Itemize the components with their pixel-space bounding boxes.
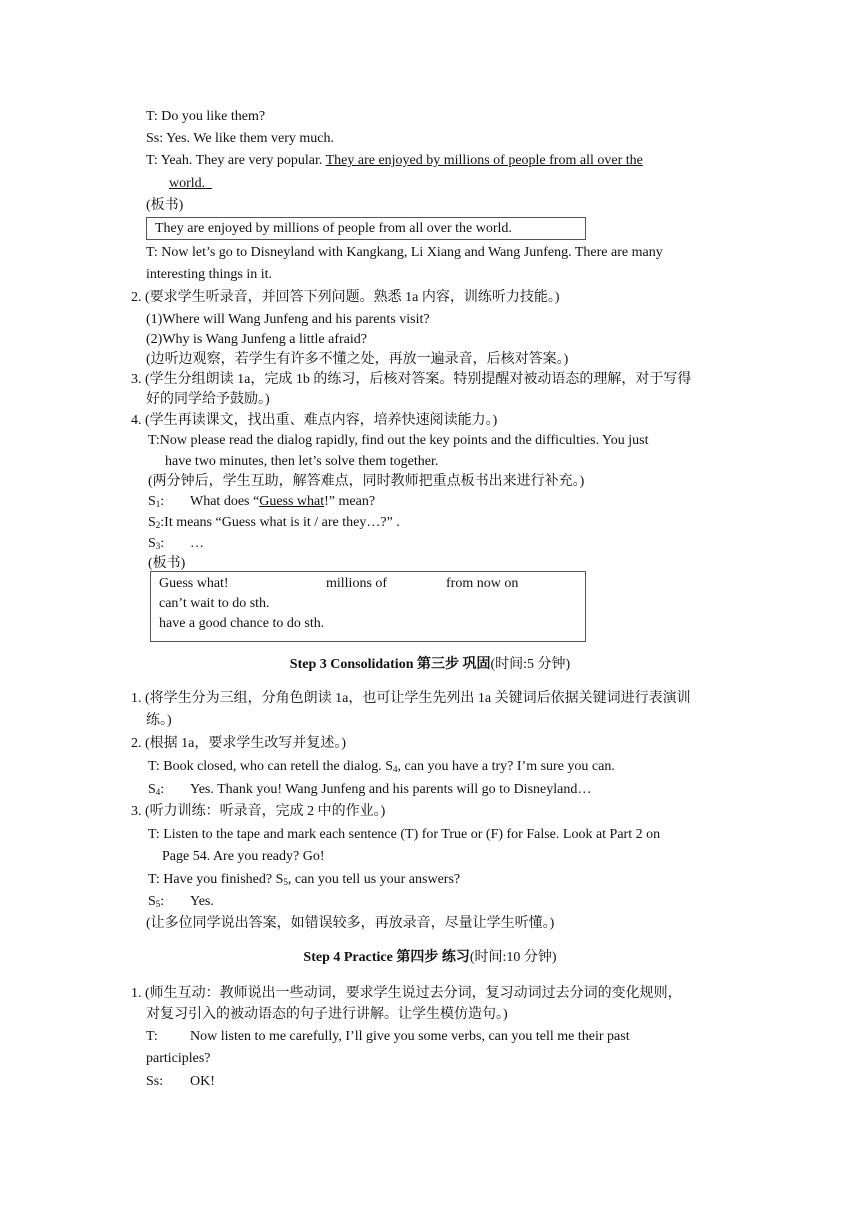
list-item: 1. (将学生分为三组，分角色朗读 1a，也可让学生先列出 1a 关键词后依据关键词进行表演训 bbox=[131, 691, 691, 706]
list-item: 3. (学生分组朗读 1a，完成 1b 的练习，后核对答案。特别提醒对被动语态的理解，对于写得 bbox=[131, 372, 692, 387]
note: (让多位同学说出答案，如错误较多，再放录音，尽量让学生听懂。) bbox=[146, 916, 555, 931]
dialog-line: $S_1$: bbox=[148, 494, 165, 509]
dialog-text: T: Yeah. They are very popular. bbox=[146, 153, 326, 168]
dialog-line: T:Now please read the dialog rapidly, find out the key points and the difficulties. You just bbox=[148, 433, 649, 448]
dialog-text: Yes. Thank you! Wang Junfeng and his parents will go to Disneyland… bbox=[190, 782, 592, 797]
underlined-phrase: Guess what bbox=[259, 494, 325, 509]
dialog-line: T: Book closed, who can retell the dialog. $S_4$, can you have a try? I’m sure you can. bbox=[148, 759, 615, 774]
note: (边听边观察，若学生有许多不懂之处，再放一遍录音，后核对答案。) bbox=[146, 352, 569, 367]
underlined-sentence: world. bbox=[169, 176, 206, 191]
speaker-label: T: bbox=[146, 1029, 158, 1044]
list-item: 对复习引入的被动语态的句子进行讲解。让学生模仿造句。) bbox=[146, 1007, 508, 1022]
list-item: 练。) bbox=[146, 713, 172, 728]
question: (2)Why is Wang Junfeng a little afraid? bbox=[146, 332, 367, 347]
dialog-text: Now listen to me carefully, I’ll give you some verbs, can you tell me their past bbox=[190, 1029, 630, 1044]
board-phrase: from now on bbox=[446, 576, 519, 591]
dialog-line: T: Now let’s go to Disneyland with Kangkang, Li Xiang and Wang Junfeng. There are many bbox=[146, 245, 663, 260]
question: (1)Where will Wang Junfeng and his parents visit? bbox=[146, 312, 430, 327]
list-item: 3. (听力训练：听录音，完成 2 中的作业。) bbox=[131, 804, 386, 819]
dialog-line: participles? bbox=[146, 1051, 211, 1066]
dialog-line: interesting things in it. bbox=[146, 267, 272, 282]
blackboard-box bbox=[146, 217, 586, 240]
dialog-line: $S_5$: bbox=[148, 894, 165, 909]
board-label: (板书) bbox=[146, 198, 184, 213]
dialog-line: $S_4$: bbox=[148, 782, 165, 797]
speaker-label: S bbox=[148, 515, 156, 530]
dialog-line bbox=[146, 152, 643, 170]
step-time: (时间:5 分钟) bbox=[490, 657, 571, 672]
dialog-text: OK! bbox=[190, 1074, 215, 1089]
step-time: (时间:10 分钟) bbox=[469, 950, 557, 965]
speaker-label: S bbox=[148, 536, 156, 551]
list-item: 2. (根据 1a，要求学生改写并复述。) bbox=[131, 736, 347, 751]
dialog-text: What does “Guess what!” mean? bbox=[190, 494, 376, 509]
dialog-line: Ss: Yes. We like them very much. bbox=[146, 131, 334, 146]
speaker-label: Ss: bbox=[146, 1074, 164, 1089]
board-phrase: millions of bbox=[326, 576, 388, 591]
dialog-line: Page 54. Are you ready? Go! bbox=[162, 849, 325, 864]
list-item: 4. (学生再读课文，找出重、难点内容，培养快速阅读能力。) bbox=[131, 413, 498, 428]
dialog-text: Yes. bbox=[190, 894, 214, 909]
board-phrase: Guess what! bbox=[159, 576, 229, 591]
dialog-line: T: Have you finished? $S_5$, can you tell us your answers? bbox=[148, 872, 461, 887]
step-heading: Step 3 Consolidation 第三步 巩固(时间:5 分钟) bbox=[289, 657, 571, 672]
step-heading: Step 4 Practice 第四步 练习(时间:10 分钟) bbox=[303, 950, 557, 965]
blackboard-box bbox=[150, 571, 586, 642]
dialog-line: T: Listen to the tape and mark each sentence (T) for True or (F) for False. Look at Part 2 on bbox=[148, 827, 661, 842]
dialog-line: $S_3$: bbox=[148, 536, 165, 551]
board-phrase: have a good chance to do sth. bbox=[159, 616, 325, 631]
dialog-line: T: Do you like them? bbox=[146, 109, 266, 124]
dialog-text: … bbox=[190, 536, 204, 551]
note: (两分钟后，学生互助，解答难点，同时教师把重点板书出来进行补充。) bbox=[148, 474, 585, 489]
board-label: (板书) bbox=[148, 556, 186, 571]
board-text: They are enjoyed by millions of people from all over the world. bbox=[155, 221, 512, 236]
speaker-label: S bbox=[148, 494, 156, 509]
speaker-label: S bbox=[148, 782, 156, 797]
dialog-line bbox=[169, 175, 212, 193]
dialog-line: have two minutes, then let’s solve them together. bbox=[165, 454, 439, 469]
speaker-label: S bbox=[148, 894, 156, 909]
board-phrase: can’t wait to do sth. bbox=[159, 596, 270, 611]
underlined-sentence: They are enjoyed by millions of people from all over the bbox=[325, 153, 643, 168]
dialog-line: $S_2:It$ means “Guess what is it / are they…?” . bbox=[148, 515, 400, 530]
list-item: 1. (师生互动：教师说出一些动词，要求学生说过去分词，复习动词过去分词的变化规则， bbox=[131, 986, 682, 1001]
list-item: 2. (要求学生听录音，并回答下列问题。熟悉 1a 内容，训练听力技能。) bbox=[131, 290, 560, 305]
list-item: 好的同学给予鼓励。) bbox=[146, 392, 270, 407]
